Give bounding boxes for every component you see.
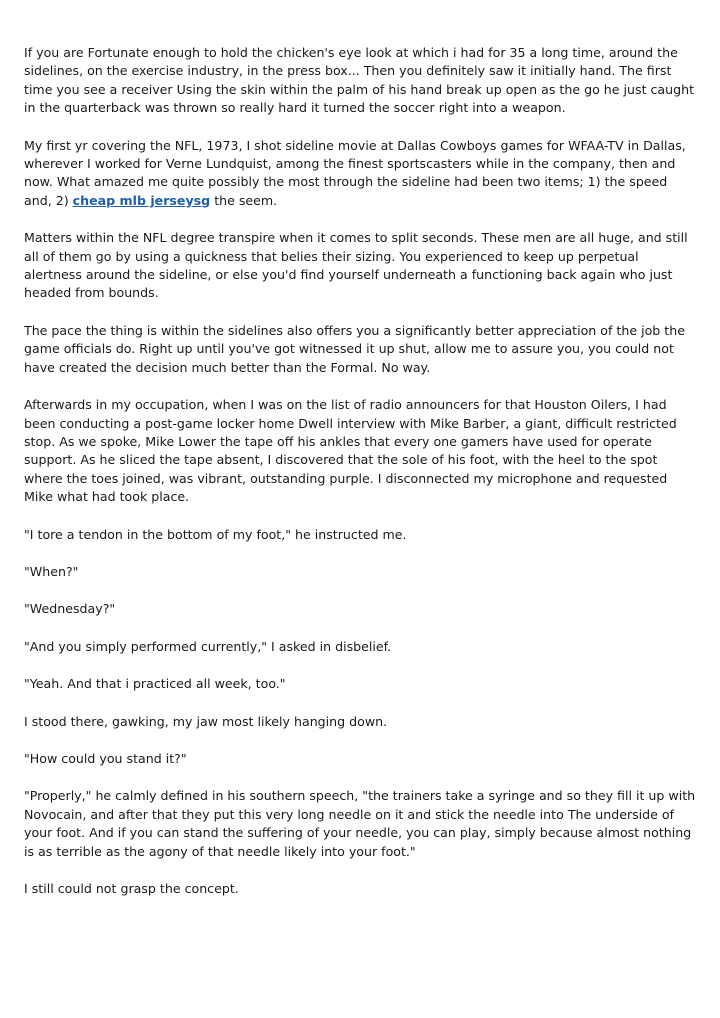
paragraph-6: "I tore a tendon in the bottom of my foot," he instructed me. bbox=[24, 526, 407, 542]
paragraph-13: "Properly," he calmly defined in his southern speech, "the trainers take a syringe and so they fill it up with Novocain, and after that they put this very long needle on it and stick the needle into The underside of your foot. And if you can stand the suffering of your needle, you can play, simply because almost nothing is as terrible as the agony of that needle likely into your foot." bbox=[24, 788, 696, 859]
paragraph-8: "Wednesday?" bbox=[24, 601, 116, 617]
paragraph-1: If you are Fortunate enough to hold the chicken's eye look at which i had for 35 a long time, around the sidelines, on the exercise industry, in the press box... Then you definitely saw it initially hand. The first time you see a receiver Using the skin within the palm of his hand break up open as the go he just caught in the quarterback was thrown so really hard it turned the soccer right into a weapon. bbox=[24, 45, 695, 116]
paragraph-14: I still could not grasp the concept. bbox=[24, 881, 239, 896]
paragraph-2-text-before: My first yr covering the NFL, 1973, I shot sideline movie at Dallas Cowboys games for WFAA-TV in Dallas, wherever I worked for Verne Lundquist, among the finest sportscasters while in the company, then and now. What amazed me quite possibly the most through the sideline had been two items; 1) the speed and, 2) bbox=[24, 137, 686, 208]
paragraph-3: Matters within the NFL degree transpire when it comes to split seconds. These men are all huge, and still all of them go by using a quickness that belies their sizing. You experienced to keep up perpetual alertness around the sideline, or else you'd find yourself underneath a functioning back again who just headed from bounds. bbox=[24, 230, 688, 301]
cheap-mlb-jerseys-link[interactable]: cheap mlb jerseysg bbox=[72, 192, 211, 208]
paragraph-4: The pace the thing is within the sidelines also offers you a significantly better appreciation of the job the game officials do. Right up until you've got witnessed it up shut, allow me to assure you, you could not have created the decision much better than the Formal. No way. bbox=[24, 322, 685, 375]
paragraph-5: Afterwards in my occupation, when I was on the list of radio announcers for that Houston Oilers, I had been conducting a post-game locker home Dwell interview with Mike Barber, a giant, difficult restricted stop. As we spoke, Mike Lower the tape off his ankles that every one gamers have used for operate support. As he sliced the tape absent, I discovered that the sole of his foot, with the heel to the spot where the toes joined, was vibrant, outstanding purple. I disconnected my microphone and requested Mike what had took place. bbox=[24, 397, 677, 505]
paragraph-11: I stood there, gawking, my jaw most likely hanging down. bbox=[24, 713, 388, 729]
paragraph-2-text-after: the seem. bbox=[210, 192, 278, 208]
paragraph-12: "How could you stand it?" bbox=[24, 750, 187, 766]
paragraph-10: "Yeah. And that i practiced all week, too." bbox=[24, 676, 286, 692]
paragraph-2 bbox=[24, 137, 698, 211]
paragraph-7: "When?" bbox=[24, 563, 79, 579]
paragraph-9: "And you simply performed currently," I asked in disbelief. bbox=[24, 638, 392, 654]
